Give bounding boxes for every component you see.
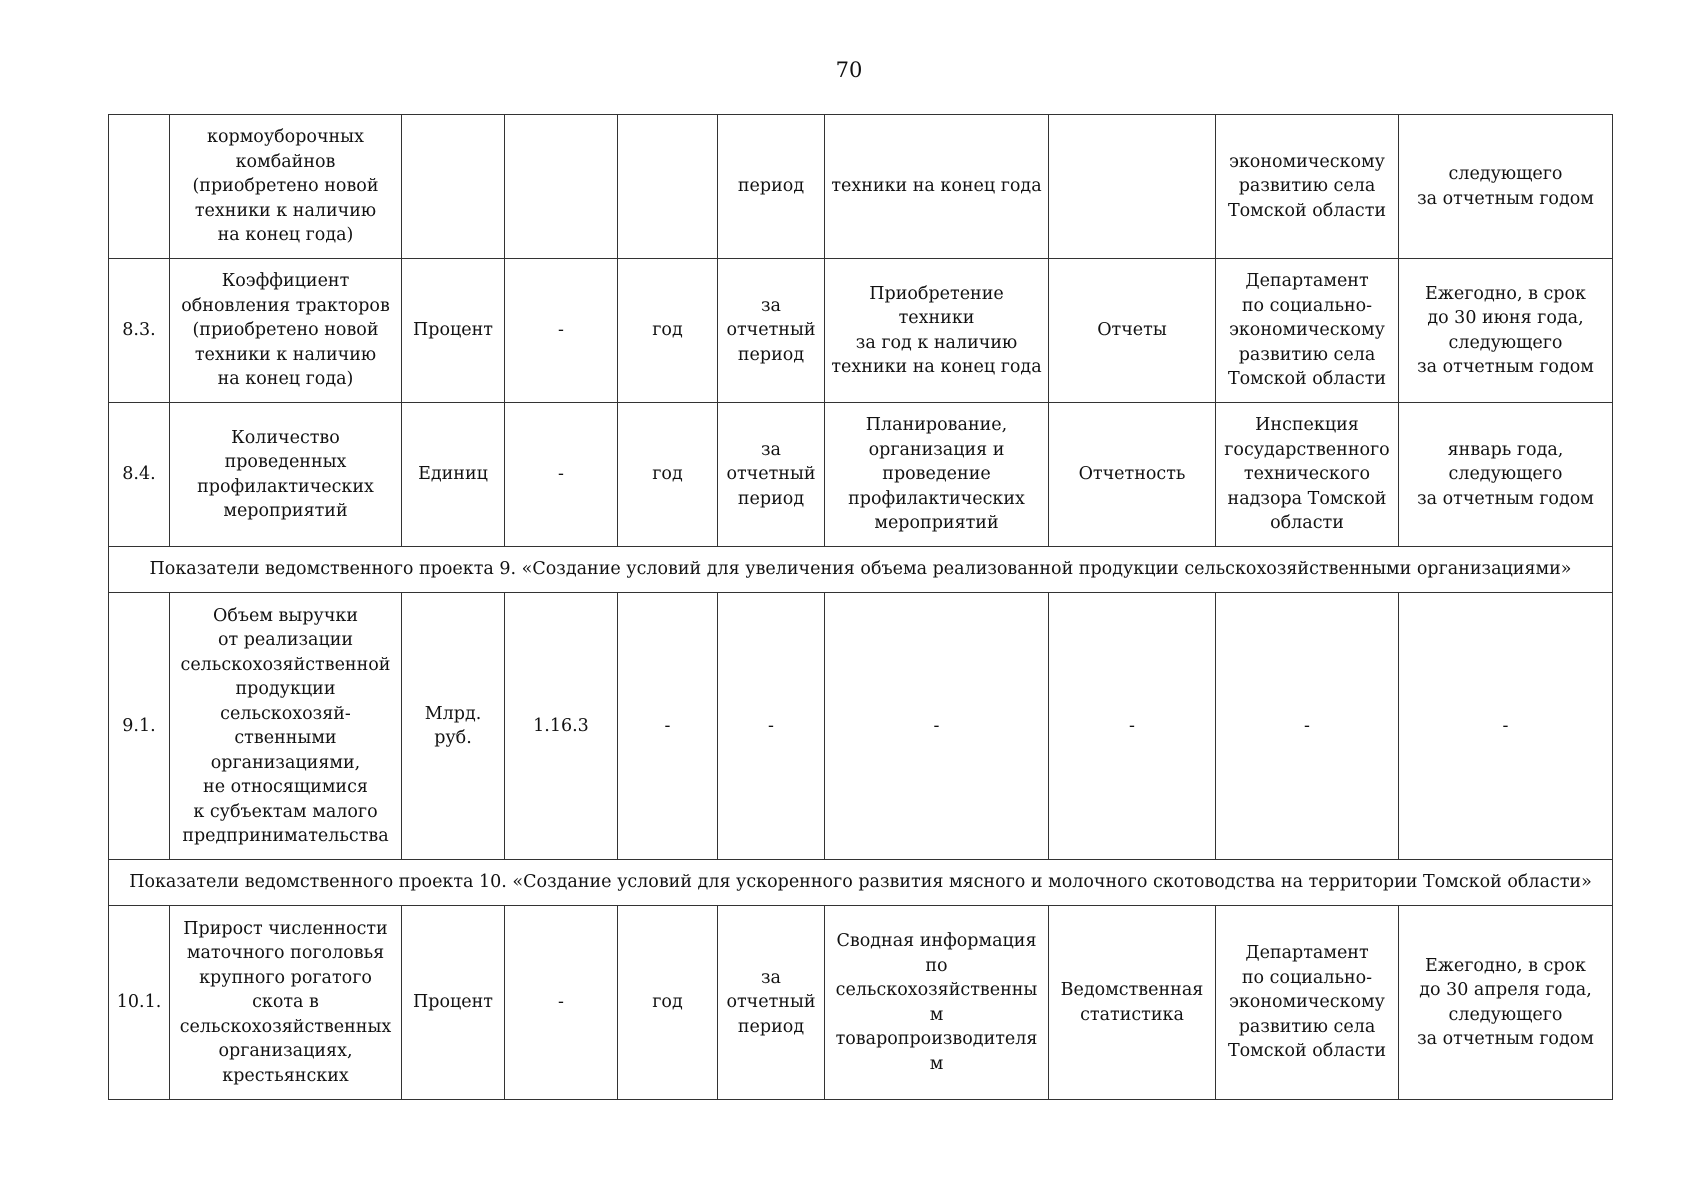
table-row xyxy=(109,906,1613,1100)
section-title-10: Показатели ведомственного проекта 10. «Создание условий для ускоренного развития мясного и молочного скотоводства на территории Томской области» xyxy=(109,860,1613,906)
deadline-cell: - xyxy=(1399,593,1613,860)
unit-cell: Млрд. руб. xyxy=(402,593,505,860)
indicator-name: Прирост численности маточного поголовья крупного рогатого скота в сельскохозяйственных организациях, крестьянских xyxy=(170,906,402,1100)
code-cell: - xyxy=(505,403,618,547)
source-cell: Отчеты xyxy=(1049,259,1216,403)
responsible-cell: экономическому развитию села Томской области xyxy=(1216,115,1399,259)
periodicity-cell: - xyxy=(618,593,718,860)
section-title-9: Показатели ведомственного проекта 9. «Создание условий для увеличения объема реализованной продукции сельскохозяйственными организациями» xyxy=(109,547,1613,593)
source-cell: Отчетность xyxy=(1049,403,1216,547)
table-row xyxy=(109,115,1613,259)
section-row xyxy=(109,860,1613,906)
table-row xyxy=(109,259,1613,403)
periodicity-cell: год xyxy=(618,906,718,1100)
periodicity-cell: год xyxy=(618,403,718,547)
row-number: 9.1. xyxy=(109,593,170,860)
method-cell: техники на конец года xyxy=(825,115,1049,259)
period-cell: за отчетный период xyxy=(718,403,825,547)
responsible-cell: Департамент по социально- экономическому развитию села Томской области xyxy=(1216,259,1399,403)
deadline-cell: следующего за отчетным годом xyxy=(1399,115,1613,259)
source-cell: - xyxy=(1049,593,1216,860)
row-number: 8.4. xyxy=(109,403,170,547)
page-number: 70 xyxy=(835,58,863,82)
periodicity-cell: год xyxy=(618,259,718,403)
deadline-cell: январь года, следующего за отчетным годом xyxy=(1399,403,1613,547)
source-cell: Ведомственная статистика xyxy=(1049,906,1216,1100)
deadline-cell: Ежегодно, в срок до 30 апреля года, следующего за отчетным годом xyxy=(1399,906,1613,1100)
responsible-cell: - xyxy=(1216,593,1399,860)
code-cell: 1.16.3 xyxy=(505,593,618,860)
period-cell: за отчетный период xyxy=(718,906,825,1100)
indicator-name: Количество проведенных профилактических мероприятий xyxy=(170,403,402,547)
unit-cell: Единиц xyxy=(402,403,505,547)
indicator-name: Коэффициент обновления тракторов (приобретено новой техники к наличию на конец года) xyxy=(170,259,402,403)
code-cell: - xyxy=(505,259,618,403)
method-cell: Сводная информация по сельскохозяйственным товаропроизводителям xyxy=(825,906,1049,1100)
section-row xyxy=(109,547,1613,593)
code-cell xyxy=(505,115,618,259)
indicator-name: Объем выручки от реализации сельскохозяйственной продукции сельскохозяй- ственными организациями, не относящимися к субъектам малого предпринимательства xyxy=(170,593,402,860)
responsible-cell: Инспекция государственного технического надзора Томской области xyxy=(1216,403,1399,547)
row-number xyxy=(109,115,170,259)
deadline-cell: Ежегодно, в срок до 30 июня года, следующего за отчетным годом xyxy=(1399,259,1613,403)
period-cell: за отчетный период xyxy=(718,259,825,403)
method-cell: Приобретение техники за год к наличию техники на конец года xyxy=(825,259,1049,403)
unit-cell: Процент xyxy=(402,259,505,403)
method-cell: - xyxy=(825,593,1049,860)
table-row xyxy=(109,403,1613,547)
indicators-table xyxy=(108,114,1613,1100)
row-number: 10.1. xyxy=(109,906,170,1100)
unit-cell xyxy=(402,115,505,259)
code-cell: - xyxy=(505,906,618,1100)
row-number: 8.3. xyxy=(109,259,170,403)
periodicity-cell xyxy=(618,115,718,259)
unit-cell: Процент xyxy=(402,906,505,1100)
table-row xyxy=(109,593,1613,860)
method-cell: Планирование, организация и проведение профилактических мероприятий xyxy=(825,403,1049,547)
source-cell xyxy=(1049,115,1216,259)
period-cell: период xyxy=(718,115,825,259)
period-cell: - xyxy=(718,593,825,860)
responsible-cell: Департамент по социально- экономическому развитию села Томской области xyxy=(1216,906,1399,1100)
indicator-name: кормоуборочных комбайнов (приобретено новой техники к наличию на конец года) xyxy=(170,115,402,259)
